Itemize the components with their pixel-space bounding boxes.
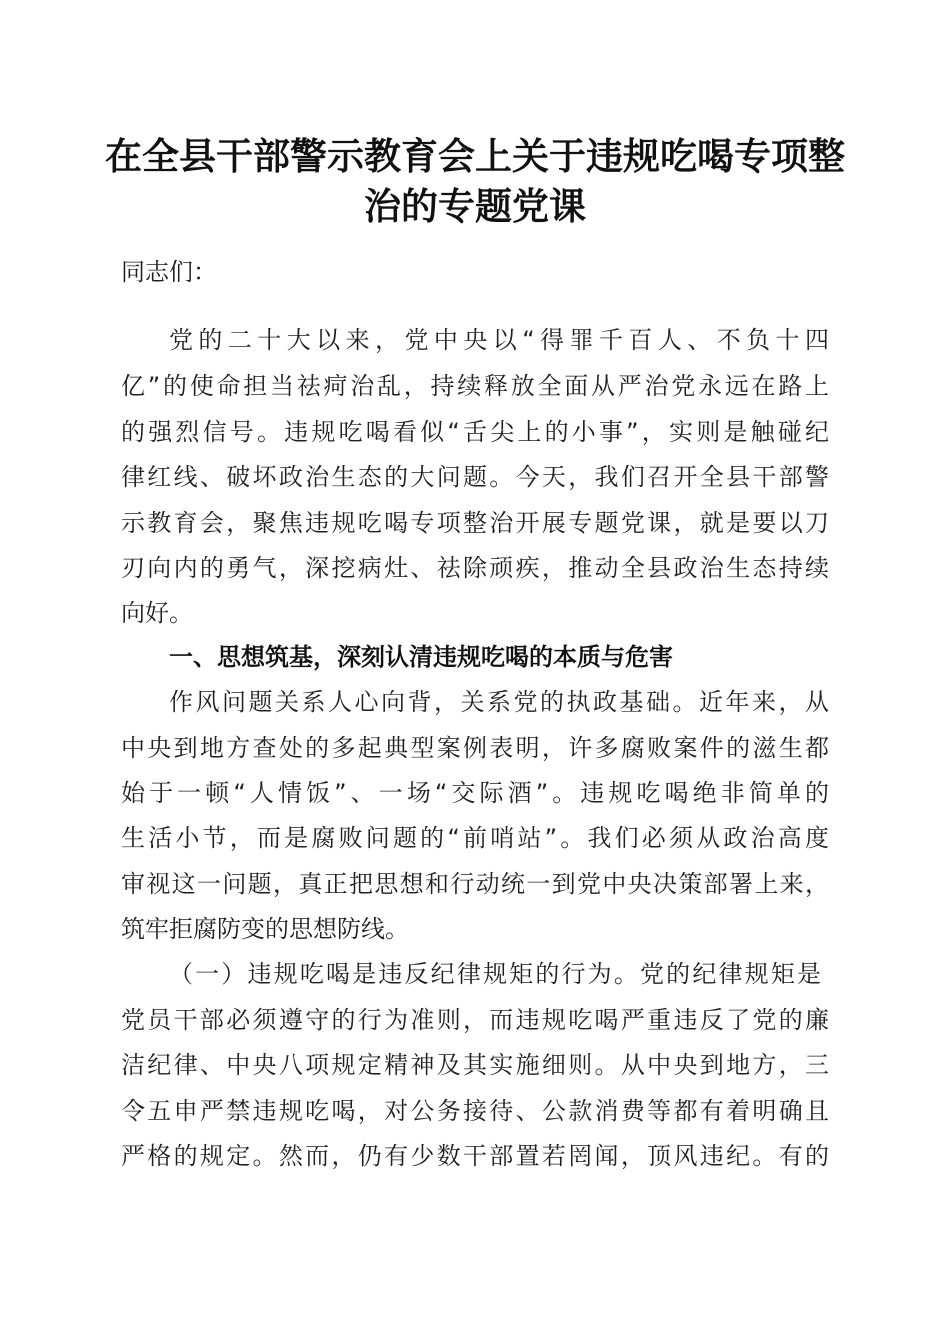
- subsection1-line: 令五申严禁违规吃喝，对公务接待、公款消费等都有着明确且: [121, 1097, 829, 1125]
- section1-line: 作风问题关系人心向背，关系党的执政基础。近年来，从: [169, 688, 829, 716]
- section1-line: 审视这一问题，真正把思想和行动统一到党中央决策部署上来，: [121, 870, 829, 898]
- document-title-line-2: 治的专题党课: [364, 184, 586, 228]
- subsection1-line: 党员干部必须遵守的行为准则，而违规吃喝严重违反了党的廉: [121, 1006, 829, 1034]
- intro-line: 亿”的使命担当祛疴治乱，持续释放全面从严治党永远在路上: [121, 372, 829, 400]
- section1-line: 生活小节，而是腐败问题的“前哨站”。我们必须从政治高度: [121, 824, 829, 852]
- section1-line: 始于一顿“人情饭”、一场“交际酒”。违规吃喝绝非简单的: [121, 779, 829, 807]
- subsection1-line: （一）违规吃喝是违反纪律规矩的行为。党的纪律规矩是: [169, 960, 821, 988]
- intro-line: 向好。: [121, 599, 193, 627]
- intro-line: 示教育会，聚焦违规吃喝专项整治开展专题党课，就是要以刀: [121, 509, 829, 537]
- salutation: 同志们：: [121, 258, 217, 286]
- section-heading: 一、思想筑基，深刻认清违规吃喝的本质与危害: [169, 643, 673, 671]
- section1-line: 筑牢拒腐防变的思想防线。: [121, 915, 409, 943]
- document-title-line-1: 在全县干部警示教育会上关于违规吃喝专项整: [105, 134, 845, 178]
- intro-line: 律红线、破坏政治生态的大问题。今天，我们召开全县干部警: [121, 463, 829, 491]
- intro-line: 的强烈信号。违规吃喝看似“舌尖上的小事”，实则是触碰纪: [121, 418, 829, 446]
- subsection1-line: 洁纪律、中央八项规定精神及其实施细则。从中央到地方，三: [121, 1051, 829, 1079]
- subsection1-line: 严格的规定。然而，仍有少数干部置若罔闻，顶风违纪。有的: [121, 1142, 829, 1170]
- intro-line: 刃向内的勇气，深挖病灶、祛除顽疾，推动全县政治生态持续: [121, 554, 829, 582]
- intro-line: 党的二十大以来，党中央以“得罪千百人、不负十四: [169, 326, 829, 354]
- section1-line: 中央到地方查处的多起典型案例表明，许多腐败案件的滋生都: [121, 734, 829, 762]
